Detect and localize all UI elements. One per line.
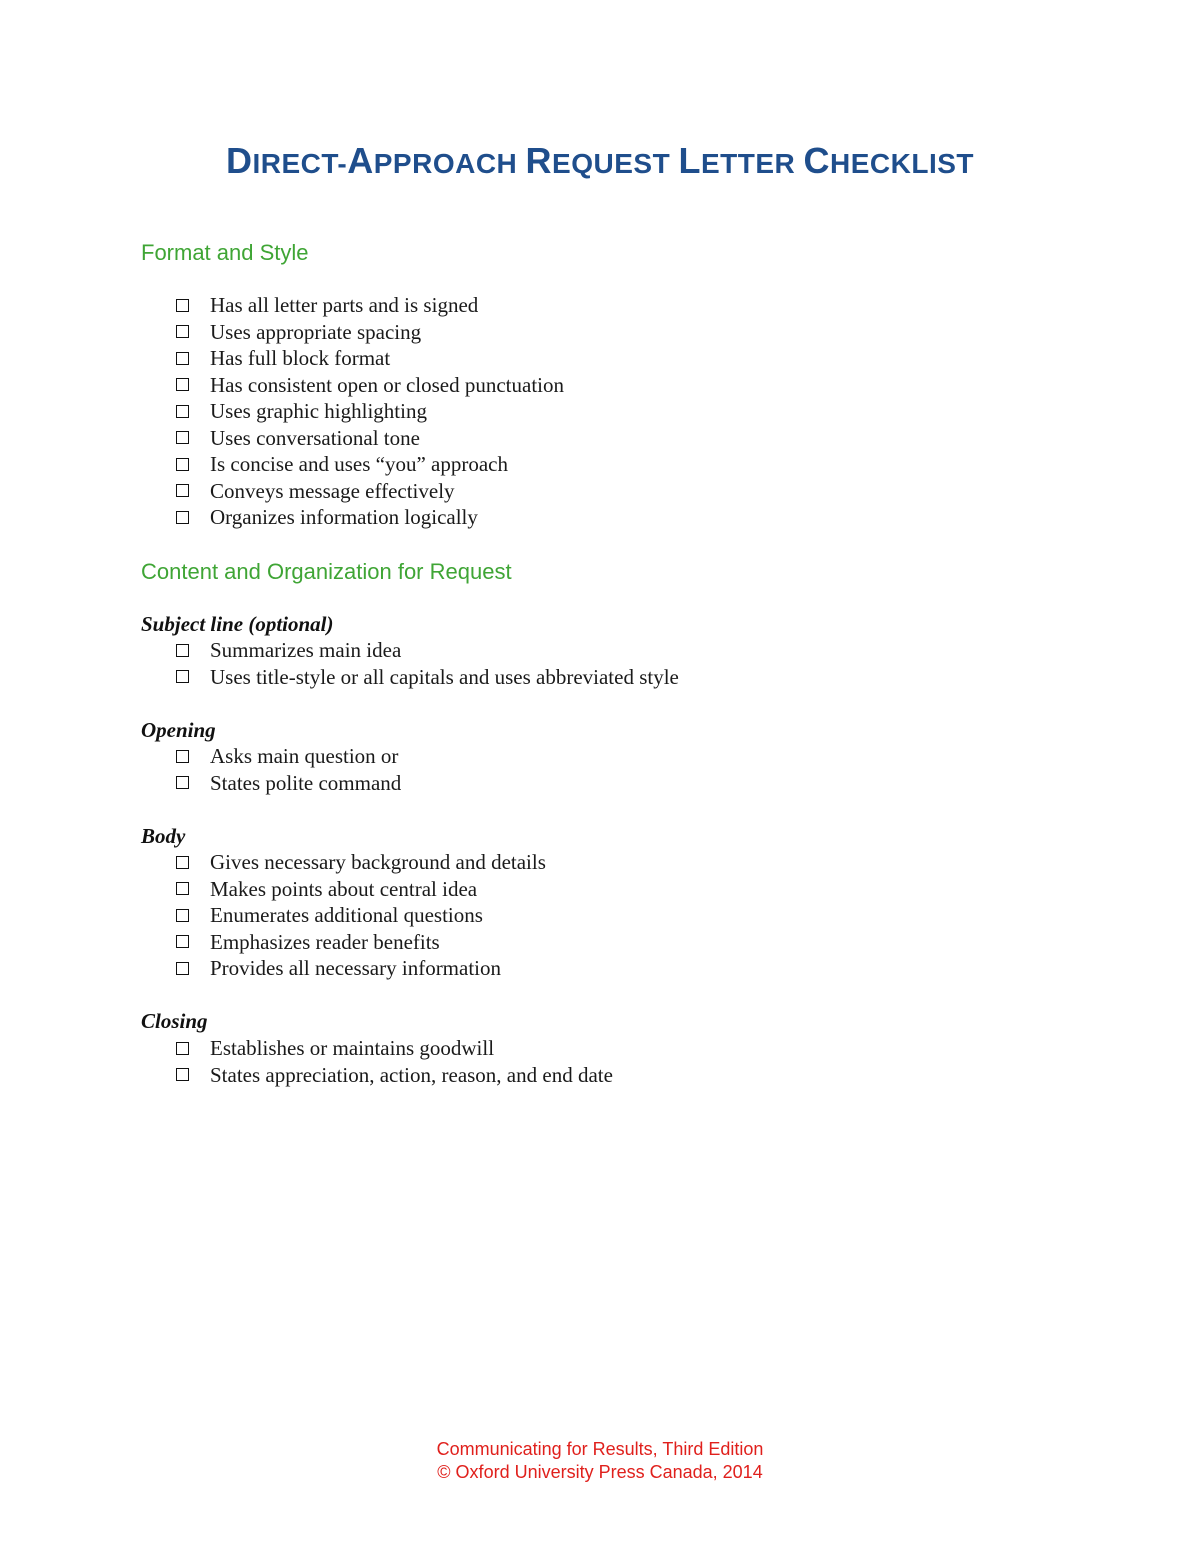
checkbox-icon[interactable] xyxy=(176,935,189,948)
checkbox-icon[interactable] xyxy=(176,484,189,497)
footer-book-title: Communicating for Results, Third Edition xyxy=(436,1439,764,1459)
checkbox-icon[interactable] xyxy=(176,352,189,365)
checklist-item: Enumerates additional questions xyxy=(176,902,546,929)
body-checklist xyxy=(176,849,546,982)
title-word: REQUEST xyxy=(525,140,679,181)
checklist-item: Is concise and uses “you” approach xyxy=(176,451,564,478)
checkbox-icon[interactable] xyxy=(176,325,189,338)
opening-checklist xyxy=(176,743,401,796)
title-word: LETTER xyxy=(678,140,804,181)
format-style-checklist xyxy=(176,292,564,531)
checkbox-icon[interactable] xyxy=(176,856,189,869)
subheading-opening: Opening xyxy=(141,718,216,742)
subheading-closing: Closing xyxy=(141,1009,208,1033)
checklist-item: Uses title-style or all capitals and uses abbreviated style xyxy=(176,664,679,691)
checklist-item: Uses appropriate spacing xyxy=(176,319,564,346)
checkbox-icon[interactable] xyxy=(176,962,189,975)
section-heading-content-organization: Content and Organization for Request xyxy=(141,559,512,584)
checklist-item: States polite command xyxy=(176,770,401,797)
checklist-item: Emphasizes reader benefits xyxy=(176,929,546,956)
page-title xyxy=(0,140,1200,182)
checkbox-icon[interactable] xyxy=(176,644,189,657)
title-word: CHECKLIST xyxy=(803,140,975,181)
checkbox-icon[interactable] xyxy=(176,882,189,895)
checkbox-icon[interactable] xyxy=(176,750,189,763)
checklist-item: Uses conversational tone xyxy=(176,425,564,452)
subheading-body: Body xyxy=(141,824,186,848)
checklist-item: Asks main question or xyxy=(176,743,401,770)
checkbox-icon[interactable] xyxy=(176,511,189,524)
title-word: APPROACH xyxy=(347,140,526,181)
checklist-item: Uses graphic highlighting xyxy=(176,398,564,425)
checklist-item: Gives necessary background and details xyxy=(176,849,546,876)
title-word: DIRECT- xyxy=(225,140,348,181)
checklist-item: Organizes information logically xyxy=(176,504,564,531)
subject-line-checklist xyxy=(176,637,679,690)
checkbox-icon[interactable] xyxy=(176,776,189,789)
checklist-item: States appreciation, action, reason, and end date xyxy=(176,1062,613,1089)
checkbox-icon[interactable] xyxy=(176,909,189,922)
checklist-item: Has full block format xyxy=(176,345,564,372)
checklist-item: Provides all necessary information xyxy=(176,955,546,982)
footer-copyright: © Oxford University Press Canada, 2014 xyxy=(437,1462,763,1482)
checkbox-icon[interactable] xyxy=(176,299,189,312)
checklist-item: Has all letter parts and is signed xyxy=(176,292,564,319)
checkbox-icon[interactable] xyxy=(176,670,189,683)
checklist-item: Summarizes main idea xyxy=(176,637,679,664)
closing-checklist xyxy=(176,1035,613,1088)
page-footer xyxy=(0,1438,1200,1484)
checkbox-icon[interactable] xyxy=(176,1042,189,1055)
checkbox-icon[interactable] xyxy=(176,378,189,391)
checkbox-icon[interactable] xyxy=(176,458,189,471)
checkbox-icon[interactable] xyxy=(176,405,189,418)
checkbox-icon[interactable] xyxy=(176,431,189,444)
checklist-item: Establishes or maintains goodwill xyxy=(176,1035,613,1062)
section-heading-format-style: Format and Style xyxy=(141,240,309,265)
checklist-item: Makes points about central idea xyxy=(176,876,546,903)
checklist-item: Conveys message effectively xyxy=(176,478,564,505)
subheading-subject-line: Subject line (optional) xyxy=(141,612,334,636)
checklist-item: Has consistent open or closed punctuation xyxy=(176,372,564,399)
checkbox-icon[interactable] xyxy=(176,1068,189,1081)
